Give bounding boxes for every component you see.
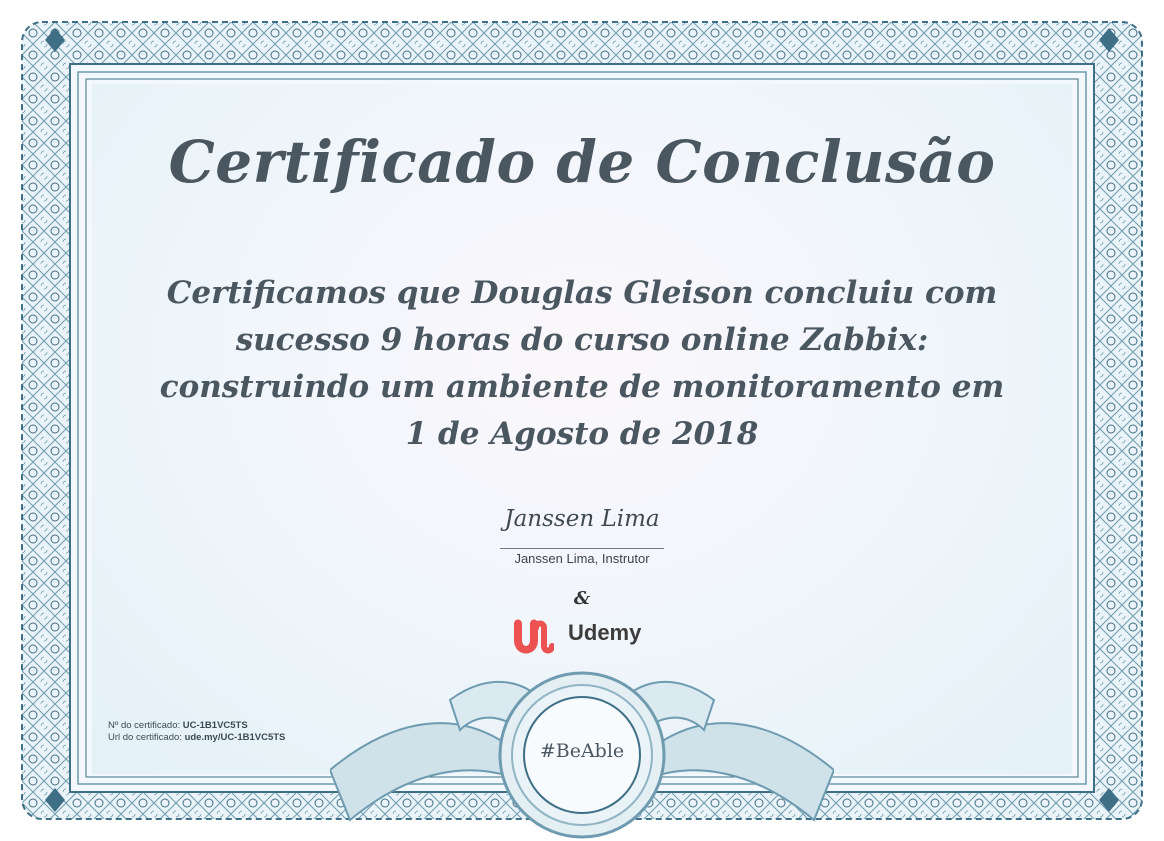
udemy-logo-icon: [510, 614, 554, 656]
certificate-statement: [110, 270, 1054, 458]
certificate-url: [108, 732, 285, 744]
statement-line-3: construindo um ambiente de monitoramento em: [159, 369, 1005, 405]
statement-line-4: 1 de Agosto de 2018: [405, 416, 759, 452]
signature-caption: Janssen Lima, Instrutor: [514, 551, 650, 566]
cert-number-value: UC-1B1VC5TS: [182, 720, 248, 731]
ampersand: &: [573, 588, 591, 609]
cert-number-label: Nº do certificado:: [108, 720, 181, 731]
udemy-wordmark: Udemy: [568, 620, 642, 645]
seal-text: #BeAble: [539, 740, 625, 762]
certificate-number: [108, 720, 285, 732]
signature-line: [500, 548, 664, 549]
cert-url-label: Url do certificado:: [108, 732, 182, 743]
certificate-metadata: [108, 720, 285, 744]
instructor-signature: Janssen Lima: [504, 506, 660, 532]
statement-line-2: sucesso 9 horas do curso online Zabbix:: [235, 322, 929, 358]
cert-url-value: ude.my/UC-1B1VC5TS: [184, 732, 286, 743]
statement-line-1: Certificamos que Douglas Gleison concluiu com: [166, 275, 998, 311]
certificate-title: Certificado de Conclusão: [168, 128, 996, 196]
